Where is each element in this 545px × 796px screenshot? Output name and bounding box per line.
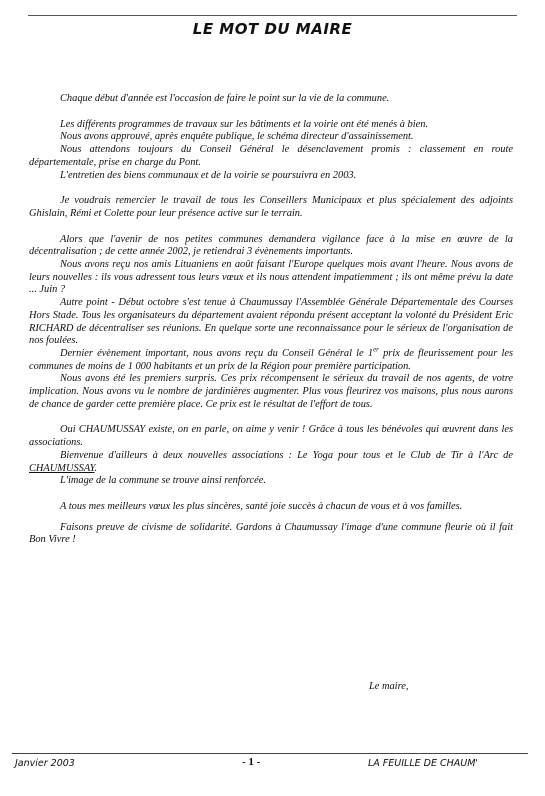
paragraph-flowering-prize — [29, 345, 513, 373]
paragraph-lithuanians: Nous avons reçu nos amis Lituaniens en août faisant l'Europe quelques mois avant l'heure. Nous avons de leurs nouvelles : ils vous adressent tous leurs vœux et ils nous attendent impatiemment ; ils ont même prévu la date ... Juin ? — [29, 259, 513, 296]
paragraph-general-council: Nous attendons toujours du Conseil Général le désenclavement promis : classement en route départementale, prise en charge du Pont. — [29, 144, 513, 168]
footer-publication: LA FEUILLE DE CHAUM' — [368, 758, 479, 769]
paragraph-wishes: A tous mes meilleurs vœux les plus sincères, santé joie succès à chacun de vous et à vos familles. — [60, 500, 463, 512]
paragraph-new-associations — [29, 450, 513, 475]
paragraph-image: L'image de la commune se trouve ainsi renforcée. — [60, 475, 266, 487]
header-rule — [28, 15, 517, 16]
new-associations-text: Bienvenue d'ailleurs à deux nouvelles associations : Le Yoga pour tous et le Club de Tir à l'Arc de — [60, 449, 513, 461]
paragraph-works: Les différents programmes de travaux sur les bâtiments et la voirie ont été menés à bien. — [60, 118, 429, 130]
paragraph-intro: Chaque début d'année est l'occasion de faire le point sur la vie de la commune. — [60, 93, 390, 104]
ordinal-superscript: er — [373, 345, 379, 354]
footer-date: Janvier 2003 — [15, 758, 75, 769]
flowering-prize-text-end: prix de fleurissement pour les communes de moins de 1 000 habitants et un prix de la Région pour première participation. — [29, 347, 513, 372]
paragraph-thanks: Je voudrais remercier le travail de tous les Conseillers Municipaux et plus spécialement des adjoints Ghislain, Rémi et Colette pour leur présence active sur le terrain. — [29, 195, 513, 219]
footer-rule — [12, 753, 528, 754]
page-number: - 1 - — [242, 756, 261, 768]
paragraph-decentralisation: Alors que l'avenir de nos petites communes demandera vigilance face à la mise en œuvre de la décentralisation ; de cette année 2002, je retiendrai 3 évènements importants. — [29, 233, 513, 258]
paragraph-civic: Faisons preuve de civisme de solidarité. Gardons à Chaumussay l'image d'une commune fleurie où il fait Bon Vivre ! — [29, 521, 513, 546]
page-title: LE MOT DU MAIRE — [192, 20, 353, 38]
flowering-prize-text-start: Dernier évènement important, nous avons reçu du Conseil Général le 1 — [60, 347, 374, 359]
new-associations-end: . — [94, 462, 98, 474]
paragraph-surprise: Nous avons été les premiers surpris. Ces prix récompensent le sérieux du travail de nos agents, de votre implication. Nous avons vu le nombre de jardinières augmenter. Plus vous fleurirez vos maisons, plus nous aurons de chance de garder cette première place. Ce prix est le résultat de l'effort de tous. — [29, 373, 513, 410]
signature: Le maire, — [369, 681, 409, 692]
paragraph-associations: Oui CHAUMUSSAY existe, on en parle, on aime y venir ! Grâce à tous les bénévoles qui œuvrent dans les associations. — [29, 424, 513, 449]
paragraph-assembly: Autre point - Début octobre s'est tenue à Chaumussay l'Assemblée Générale Départementale des Courses Hors Stade. Tous les organisateurs du département avaient répondu présent acceptant la volonté du Président Eric RICHARD de décentraliser ses réunions. En quelque sorte une reconnaissance pour le sérieux de l'organisation de nos foulées. — [29, 297, 513, 347]
article-body — [29, 93, 513, 547]
paragraph-maintenance: L'entretien des biens communaux et de la voirie se poursuivra en 2003. — [60, 169, 357, 181]
paragraph-sanitation: Nous avons approuvé, après enquête publique, le schéma directeur d'assainissement. — [60, 131, 414, 143]
commune-name-underlined: CHAUMUSSAY — [29, 462, 95, 474]
